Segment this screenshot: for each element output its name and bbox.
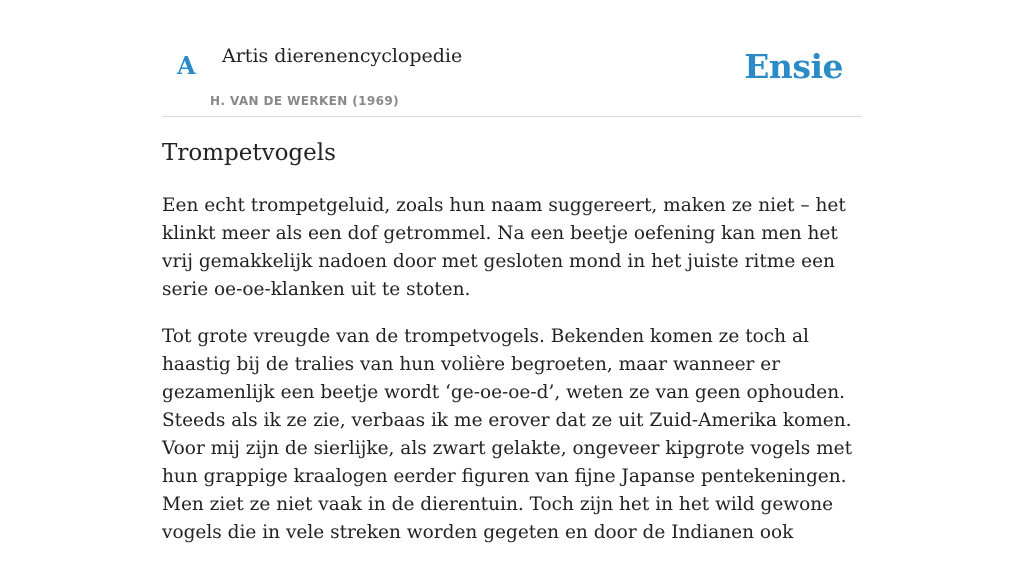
entry-body [162, 192, 862, 566]
entry-title: Trompetvogels [162, 140, 336, 166]
book-header [162, 0, 862, 117]
site-logo[interactable]: Ensie [744, 47, 843, 86]
book-author: H. VAN DE WERKEN (1969) [210, 94, 400, 108]
letter-index-link[interactable]: A [177, 51, 196, 80]
entry-paragraph: Een echt trompetgeluid, zoals hun naam suggereert, maken ze niet – het klinkt meer als een dof getrommel. Na een beetje oefening kan men het vrij gemakkelijk nadoen door met gesloten mond in het juiste ritme een serie oe-oe-klanken uit te stoten. [162, 195, 846, 300]
entry-paragraph: Tot grote vreugde van de trompetvogels. Bekenden komen ze toch al haastig bij de tralies van hun volière begroeten, maar wanneer er gezamenlijk een beetje wordt ‘ge-oe-oe-d’, weten ze van geen ophouden. Steeds als ik ze zie, verbaas ik me erover dat ze uit Zuid-Amerika komen. Voor mij zijn de sierlijke, als zwart gelakte, ongeveer kipgrote vogels met hun grappige kraalogen eerder figuren van fijne Japanse pentekeningen. Men ziet ze niet vaak in de dierentuin. Toch zijn het in het wild gewone vogels die in vele streken worden gegeten en door de Indianen ook [162, 326, 853, 543]
book-title[interactable]: Artis dierenencyclopedie [222, 45, 463, 67]
page [162, 0, 862, 543]
